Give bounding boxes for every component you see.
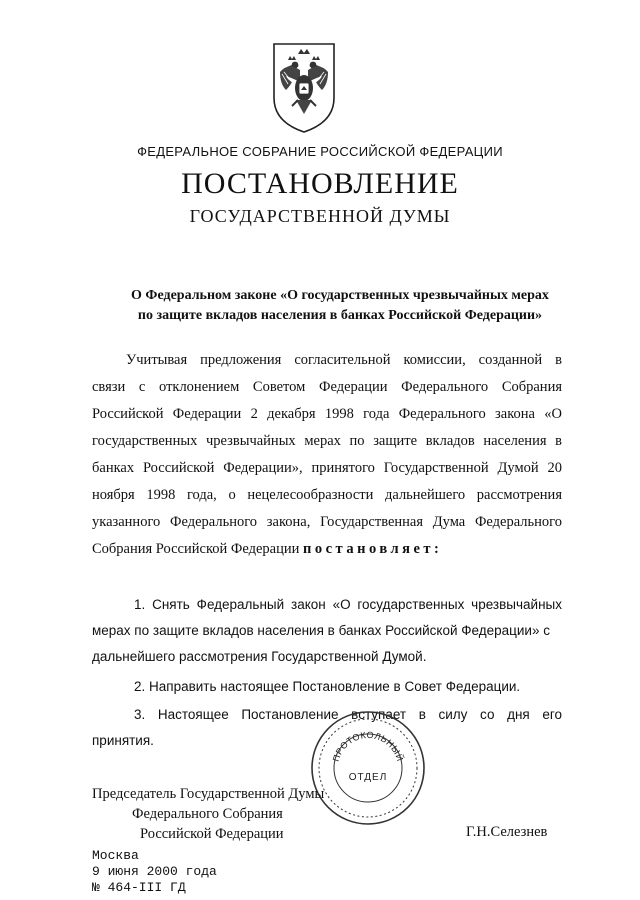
issuer-title: ГОСУДАРСТВЕННОЙ ДУМЫ [189, 206, 451, 226]
svg-text:ПРОТОКОЛЬНЫЙ [331, 730, 406, 763]
item-line: 3. Настоящее Постановление вступает в силу со дня его [134, 707, 562, 722]
preamble-line: государственных чрезвычайных мерах по защите вкладов населения в [92, 433, 562, 449]
signatory-name: Г.Н.Селезнев [466, 824, 548, 840]
double-headed-eagle-icon [268, 40, 340, 136]
item-line: мерах по защите вкладов населения в банках Российской Федерации» с [92, 623, 550, 638]
item-line: принятия. [92, 733, 154, 748]
item-line: дальнейшего рассмотрения Государственной Думой. [92, 649, 427, 664]
resolution-item-2 [92, 674, 562, 700]
item-line: 1. Снять Федеральный закон «О государственных чрезвычайных [134, 597, 562, 612]
preamble-line: банках Российской Федерации», принятого Государственной Думой 20 [92, 460, 562, 476]
preamble-line: ноября 1998 года, о нецелесообразности дальнейшего рассмотрения [92, 487, 562, 503]
issue-date: 9 июня 2000 года [92, 864, 217, 879]
document-subject [60, 286, 620, 326]
document-type-title: ПОСТАНОВЛЕНИЕ [181, 167, 459, 200]
stamp-center-text: ОТДЕЛ [348, 772, 388, 783]
signatory-title-line: Председатель Государственной Думы [92, 786, 325, 802]
assembly-name: ФЕДЕРАЛЬНОЕ СОБРАНИЕ РОССИЙСКОЙ ФЕДЕРАЦИИ [137, 144, 503, 159]
preamble-line: связи с отклонением Советом Федерации Федерального Собрания [92, 379, 562, 395]
signatory-title-line: Российской Федерации [140, 826, 284, 842]
preamble-line: Учитывая предложения согласительной комиссии, созданной в [126, 352, 562, 368]
signatory-title [92, 784, 352, 844]
stamp-top-text: ПРОТОКОЛЬНЫЙ [330, 729, 406, 763]
document-number: № 464-III ГД [92, 880, 186, 895]
decree-word: постановляет: [303, 541, 443, 557]
document-footer [92, 848, 217, 896]
preamble-line: Собрания Российской Федерации [92, 541, 300, 557]
preamble-line: указанного Федерального закона, Государственная Дума Федерального [92, 514, 562, 530]
item-line: 2. Направить настоящее Постановление в Совет Федерации. [134, 679, 521, 694]
resolution-item-1 [92, 592, 562, 670]
preamble-paragraph [92, 347, 562, 563]
issue-city: Москва [92, 848, 139, 863]
signatory-title-line: Федерального Собрания [132, 806, 283, 822]
subject-line: О Федеральном законе «О государственных чрезвычайных мерах [131, 288, 549, 303]
subject-line: по защите вкладов населения в банках Российской Федерации» [137, 308, 543, 323]
preamble-line: Российской Федерации 2 декабря 1998 года Федерального закона «О [92, 406, 562, 422]
preamble-last-line [92, 536, 562, 563]
